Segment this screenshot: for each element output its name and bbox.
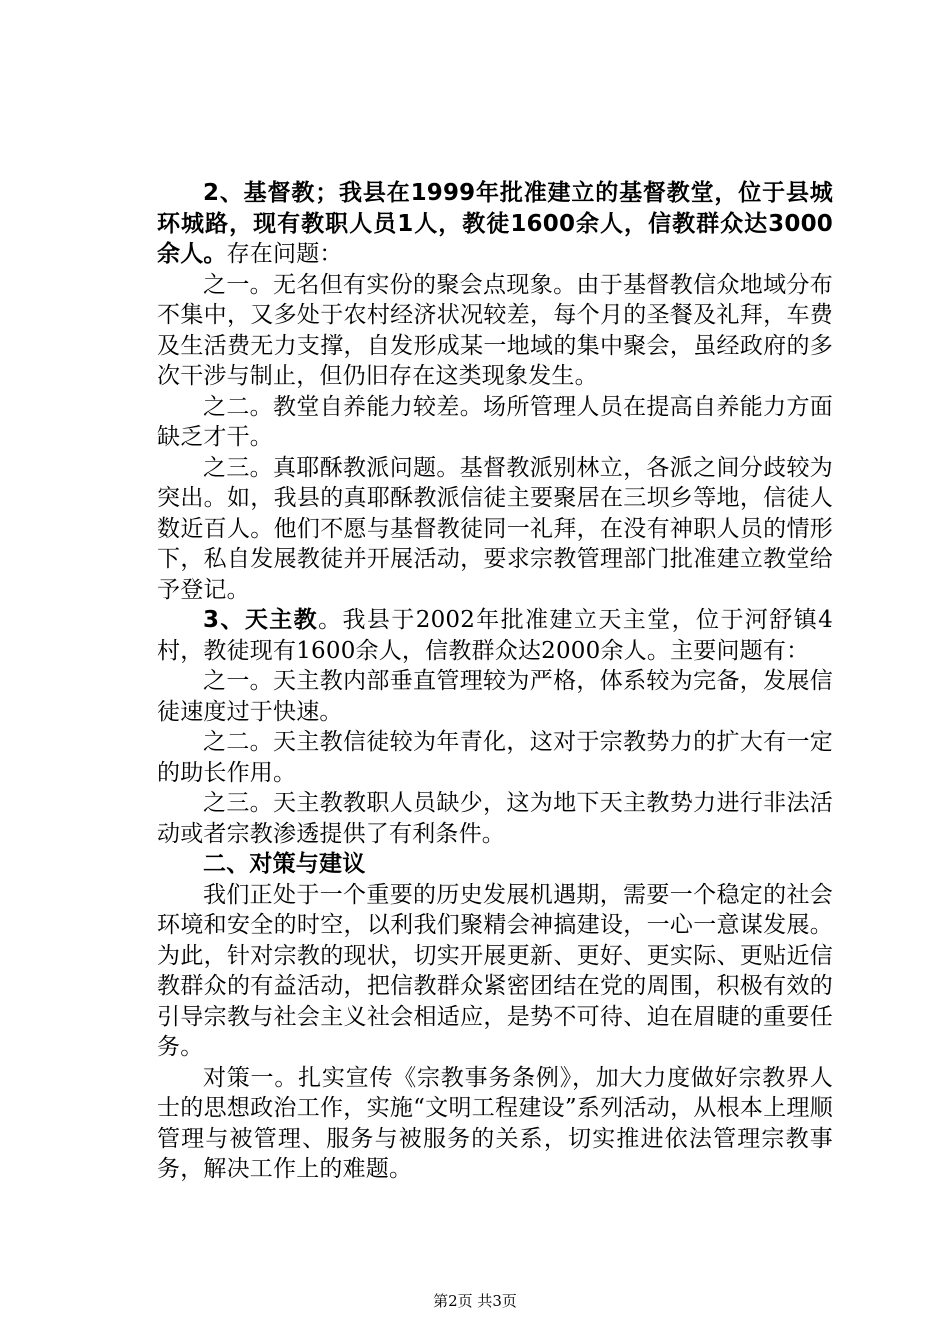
paragraph-text: 之一。无名但有实份的聚会点现象。由于基督教信众地域分布不集中，又多处于农村经济状况较差，每个月的圣餐及礼拜，车费及生活费无力支撑，自发形成某一地域的集中聚会，虽经政府的多次干涉与制止，但仍旧存在这类现象发生。 xyxy=(157,271,833,389)
paragraph-text: 之二。教堂自养能力较差。场所管理人员在提高自养能力方面缺乏才干。 xyxy=(157,393,833,450)
section-heading: 二、对策与建议 xyxy=(203,851,366,877)
paragraph-text: 。我县于2002年批准建立天主堂，位于河舒镇4村，教徒现有1600余人，信教群众达2000余人。主要问题有： xyxy=(157,607,833,664)
paragraph-catholicism xyxy=(157,605,833,666)
paragraph-text: 之三。天主教教职人员缺少，这为地下天主教势力进行非法活动或者宗教渗透提供了有利条件。 xyxy=(157,790,833,847)
paragraph-text: 之二。天主教信徒较为年青化，这对于宗教势力的扩大有一定的助长作用。 xyxy=(157,729,833,786)
paragraph-text: 对策一。扎实宣传《宗教事务条例》，加大力度做好宗教界人士的思想政治工作，实施“文明工程建设”系列活动，从根本上理顺管理与被管理、服务与被服务的关系，切实推进依法管理宗教事务，解决工作上的难题。 xyxy=(157,1064,833,1182)
paragraph-text: 我们正处于一个重要的历史发展机遇期，需要一个稳定的社会环境和安全的时空，以利我们聚精会神搞建设，一心一意谋发展。为此，针对宗教的现状，切实开展更新、更好、更实际、更贴近信教群众的有益活动，把信教群众紧密团结在党的周围，积极有效的引导宗教与社会主义社会相适应，是势不可待、迫在眉睫的重要任务。 xyxy=(157,881,833,1060)
paragraph-text: 存在问题： xyxy=(226,241,343,267)
paragraph-catholic-issue-1 xyxy=(157,666,833,727)
paragraph-text: 之一。天主教内部垂直管理较为严格，体系较为完备，发展信徒速度过于快速。 xyxy=(157,668,833,725)
paragraph-intro-countermeasures xyxy=(157,880,833,1063)
paragraph-text: 之三。真耶酥教派问题。基督教派别林立，各派之间分歧较为突出。如，我县的真耶酥教派信徒主要聚居在三坝乡等地，信徒人数近百人。他们不愿与基督教徒同一礼拜，在没有神职人员的情形下，私自发展教徒并开展活动，要求宗教管理部门批准建立教堂给予登记。 xyxy=(157,454,833,603)
paragraph-catholic-issue-3 xyxy=(157,788,833,849)
paragraph-catholic-issue-2 xyxy=(157,727,833,788)
page-footer: 第2页 共3页 xyxy=(433,1292,517,1310)
paragraph-issue-3 xyxy=(157,453,833,606)
document-body xyxy=(157,178,833,1185)
paragraph-lead: 2、基督教；我县在1999年批准建立的基督教堂，位于县城环城路，现有教职人员1人，教徒1600余人，信教群众达3000余人。 xyxy=(157,180,833,267)
paragraph-countermeasure-1 xyxy=(157,1063,833,1185)
paragraph-lead: 3、天主教 xyxy=(203,607,319,633)
paragraph-issue-1 xyxy=(157,270,833,392)
section-heading-countermeasures xyxy=(157,849,833,880)
paragraph-issue-2 xyxy=(157,392,833,453)
paragraph-christianity xyxy=(157,178,833,270)
